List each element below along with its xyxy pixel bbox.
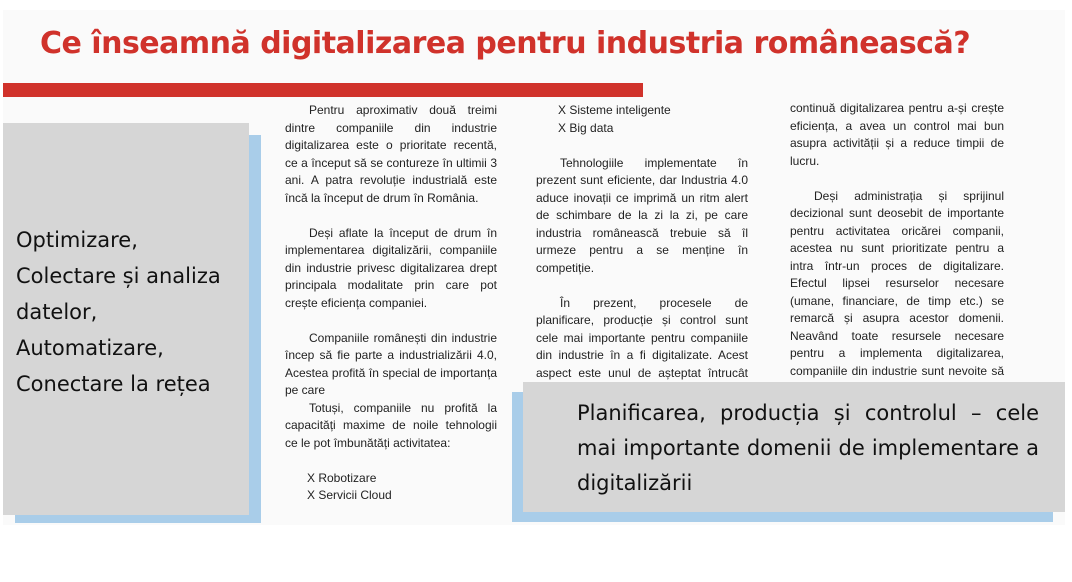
list-item-robotizare: X Robotizare [307,470,377,485]
column2-paragraph-2: În prezent, procesele de planificare, producție și control sunt cele mai importante pentru companiile din industrie în a fi digitalizate. Acest aspect este unul de așteptat întrucât [536,295,748,380]
text-column-2 [536,102,748,417]
left-panel-item: Conectare la rețea [16,372,211,396]
column1-paragraph-2: Deși aflate la început de drum în implementarea digitalizării, companiile din industrie privesc digitalizarea drept principala modalitate prin care pot crește eficiența companiei. [285,225,497,310]
list-item-servicii-cloud: X Servicii Cloud [307,488,392,502]
text-column-1 [285,102,497,505]
page-title: Ce înseamnă digitalizarea pentru industria românească? [40,26,971,61]
left-panel-item: datelor, [16,300,98,324]
left-panel-item: Colectare și analiza [16,264,221,288]
highlight-text: Planificarea, producția și controlul – cele mai importante domenii de implementare a digitalizării [577,401,1039,495]
column1-paragraph-4: Totuși, companiile nu profită la capacități maxime de noile tehnologii ce le pot îmbunătăți activitatea: [285,400,497,450]
column1-paragraph-3: Companiile românești din industrie încep să fie parte a industrializării 4.0, Acestea profită în special de importanța pe care [285,330,497,397]
column1-paragraph-1: Pentru aproximativ două treimi dintre companiile din industrie digitalizarea este o prioritate recentă, ce a început să se contureze în ultimii 3 ani. A patra revoluție industrială este încă la început de drum în România. [285,103,497,205]
text-column-3 [790,100,1004,415]
left-panel-item: Optimizare, [16,228,138,252]
list-item-sisteme-inteligente: X Sisteme inteligente [558,103,671,117]
column2-paragraph-1: Tehnologiile implementate în prezent sunt eficiente, dar Industria 4.0 aduce inovații ce imprimă un ritm alert de schimbare de la zi la zi, pe care industria românească trebuie să îl urmeze pentru a se menține în competiție. [536,155,748,275]
column3-paragraph-1: continuă digitalizarea pentru a-și crește eficiența, a avea un control mai bun asupra activității și a reduce timpii de lucru. [790,101,1004,168]
list-item-big-data: X Big data [558,120,614,135]
column3-paragraph-2: Deși administrația și sprijinul decizional sunt deosebit de importante pentru activitatea oricărei companii, acestea nu sunt prioritizate pentru a intra într-un proces de digitalizare. Efectul lipsei resurselor necesare (umane, financiare, de timp etc.) se remarcă și asupra acestor domenii. Neavând toate resursele necesare pentru a implementa digitalizarea, companiile din industrie sunt nevoite să [790,188,1004,378]
left-panel-item: Automatizare, [16,336,164,360]
left-panel-list [16,222,221,402]
title-underline-bar [3,83,643,97]
